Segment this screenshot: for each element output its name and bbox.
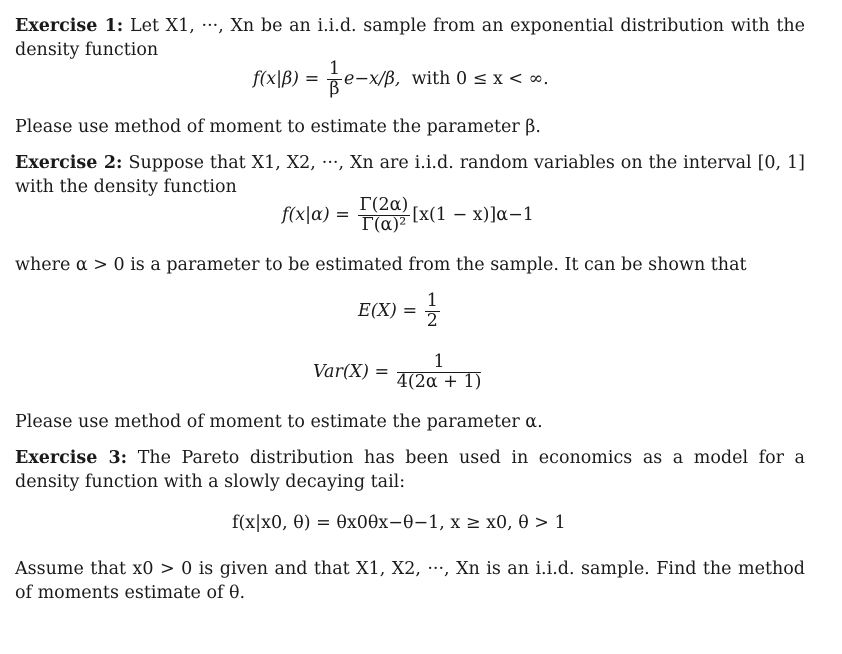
eq2-fraction xyxy=(358,196,411,235)
exercise-3-task: Assume that x0 > 0 is given and that X1, X2, ···, Xn is an i.i.d. sample. Find the method of moments estimate of θ. xyxy=(15,559,805,603)
exercise-3-label: Exercise 3: xyxy=(15,448,128,468)
eq2-lhs: f(x|α) = xyxy=(282,205,350,225)
exercise-2-density-equation xyxy=(282,196,534,235)
var-numerator: 1 xyxy=(397,353,482,373)
variance-equation xyxy=(313,353,483,392)
eq2-rhs: [x(1 − x)]α−1 xyxy=(412,205,534,225)
eq2-denominator: Γ(α)² xyxy=(361,215,407,235)
eq1-numerator: 1 xyxy=(328,59,340,79)
ex-denominator: 2 xyxy=(426,311,438,331)
exercise-1-intro xyxy=(15,14,805,62)
exercise-2-intro xyxy=(15,151,805,199)
exercise-2-text: Suppose that X1, X2, ···, Xn are i.i.d. random variables on the interval [0, 1] with the density function xyxy=(15,153,805,197)
exercise-2-task: Please use method of moment to estimate the parameter α. xyxy=(15,412,543,432)
var-denominator: 4(2α + 1) xyxy=(396,372,482,392)
exercise-3-text: The Pareto distribution has been used in economics as a model for a density function with a slowly decaying tail: xyxy=(15,448,805,492)
exercise-2-where: where α > 0 is a parameter to be estimated from the sample. It can be shown that xyxy=(15,255,747,275)
var-lhs: Var(X) = xyxy=(313,362,390,382)
exercise-1-task: Please use method of moment to estimate the parameter β. xyxy=(15,117,541,137)
ex-fraction xyxy=(425,292,440,331)
ex-numerator: 1 xyxy=(426,291,438,311)
eq2-numerator: Γ(2α) xyxy=(359,195,409,215)
expectation-equation xyxy=(358,292,442,331)
exercise-3-intro xyxy=(15,446,805,494)
pareto-equation: f(x|x0, θ) = θx0θx−θ−1, x ≥ x0, θ > 1 xyxy=(232,513,566,533)
ex-lhs: E(X) = xyxy=(358,301,418,321)
var-fraction xyxy=(397,353,482,392)
eq1-denominator: β xyxy=(329,79,340,99)
exercise-1-density-equation xyxy=(253,60,549,99)
eq1-lhs: f(x|β) = xyxy=(253,69,320,89)
eq1-fraction xyxy=(327,60,342,99)
eq1-condition: with 0 ≤ x < ∞. xyxy=(411,69,549,89)
exercise-1-text: Let X1, ···, Xn be an i.i.d. sample from an exponential distribution with the density function xyxy=(15,16,805,60)
exercise-1-label: Exercise 1: xyxy=(15,16,124,36)
eq1-exponential: e−x/β, xyxy=(343,69,401,89)
exercise-2-label: Exercise 2: xyxy=(15,153,123,173)
